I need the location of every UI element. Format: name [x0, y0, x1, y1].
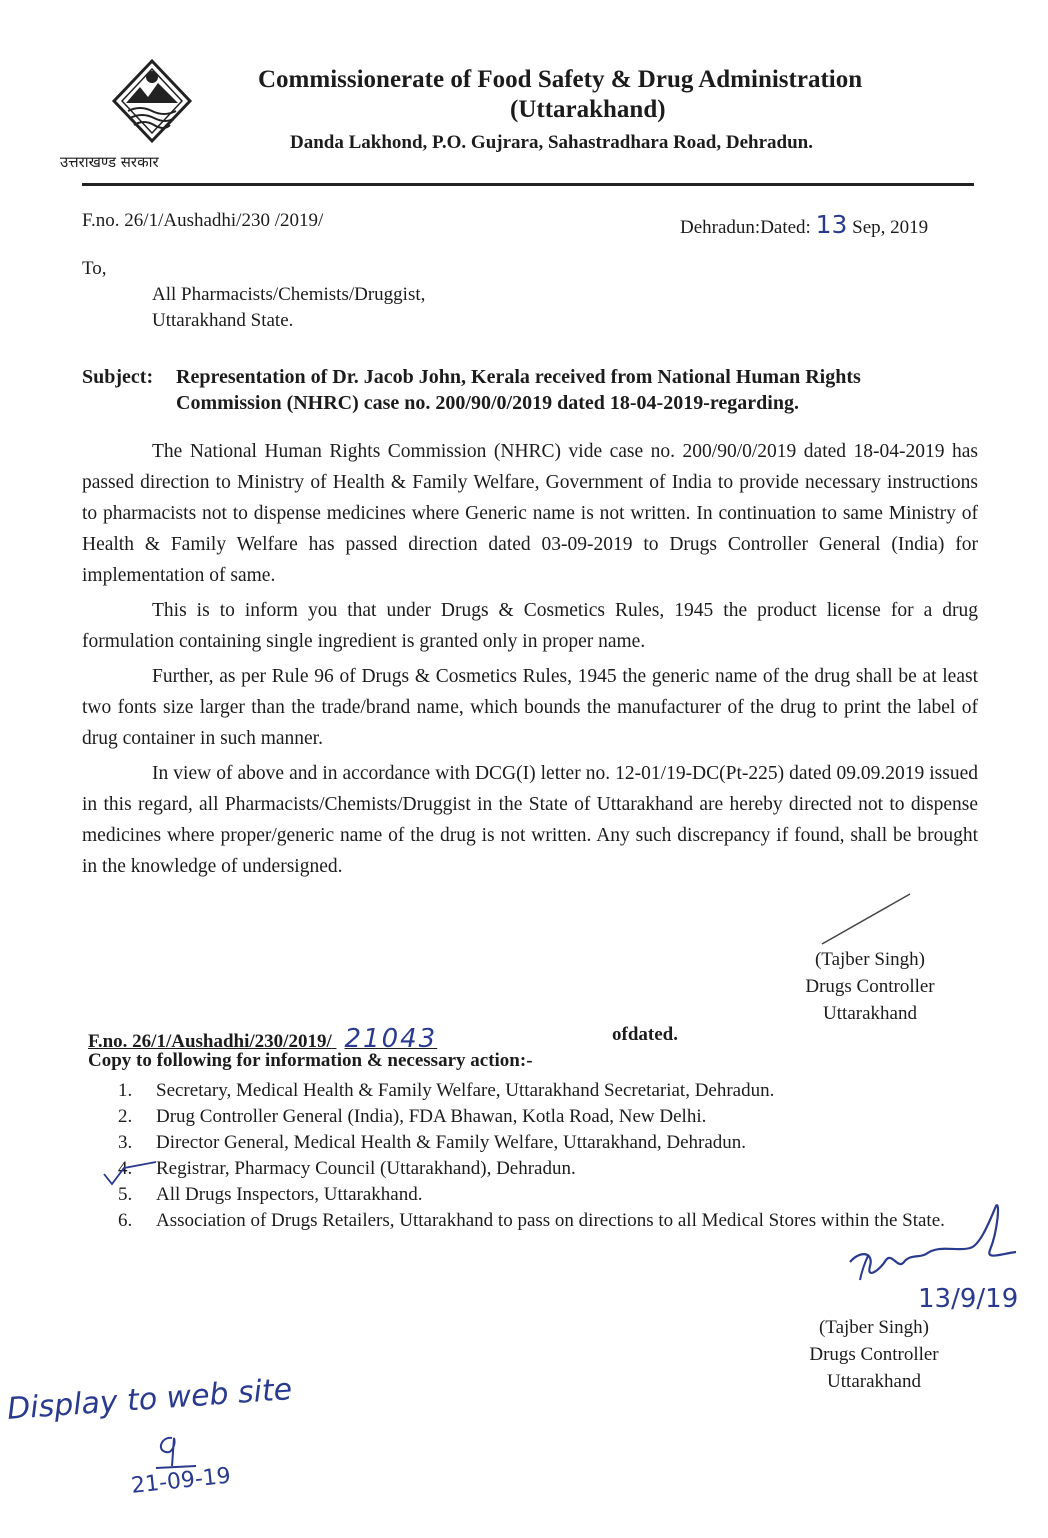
copy-heading: Copy to following for information & necessary action:-	[88, 1050, 533, 1071]
dated-label: Dehradun:Dated:	[680, 217, 811, 238]
list-item: 4. Registrar, Pharmacy Council (Uttarakhand), Dehradun.	[118, 1158, 576, 1179]
to-label: To,	[82, 258, 107, 279]
paragraph-3: Further, as per Rule 96 of Drugs & Cosmetics Rules, 1945 the generic name of the drug shall be at least two fonts size larger than the trade/brand name, which bounds the manufacturer of the drug to print the label of drug container in such manner.	[82, 666, 978, 749]
paragraph-2: This is to inform you that under Drugs & Cosmetics Rules, 1945 the product license for a drug formulation containing single ingredient is granted only in proper name.	[82, 600, 978, 652]
handwritten-note-date: 21-09-19	[130, 1463, 232, 1499]
handwritten-note: Display to web site	[6, 1372, 294, 1427]
list-item: 2. Drug Controller General (India), FDA Bhawan, Kotla Road, New Delhi.	[118, 1106, 707, 1127]
list-item: 1. Secretary, Medical Health & Family Welfare, Uttarakhand Secretariat, Dehradun.	[118, 1080, 775, 1101]
dated-day: 13	[815, 210, 848, 239]
list-item: 5. All Drugs Inspectors, Uttarakhand.	[118, 1184, 423, 1205]
uttarakhand-emblem-icon	[82, 55, 222, 155]
office-subtitle: (Uttarakhand)	[510, 96, 666, 123]
paragraph-4: In view of above and in accordance with DCG(I) letter no. 12-01/19-DC(Pt-225) dated 09.09.2019 issued in this regard, all Pharmacists/Chemists/Druggist in the State of Uttarakhand are hereby directed not to dispense medicines where proper/generic name of the drug is not written. Any such discrepancy if found, shall be brought in the knowledge of undersigned.	[82, 763, 978, 877]
subject-line1: Representation of Dr. Jacob John, Kerala received from National Human Rights	[176, 366, 861, 388]
signatory-state: Uttarakhand	[827, 1371, 921, 1392]
signature-block-2	[784, 1314, 964, 1395]
signatory-designation: Drugs Controller	[809, 1344, 939, 1365]
signatory-name: (Tajber Singh)	[814, 949, 925, 970]
signature-block-1	[780, 946, 960, 1027]
copy-ofdated: ofdated.	[612, 1024, 678, 1045]
file-number: F.no. 26/1/Aushadhi/230 /2019/	[82, 210, 324, 231]
signatory-designation: Drugs Controller	[805, 976, 935, 997]
emblem	[82, 55, 222, 155]
list-item: 3. Director General, Medical Health & Family Welfare, Uttarakhand, Dehradun.	[118, 1132, 747, 1153]
dated-line	[680, 210, 928, 239]
initials-icon	[142, 1432, 202, 1472]
emblem-caption: उत्तराखण्ड सरकार	[60, 153, 159, 171]
signatory-name: (Tajber Singh)	[818, 1317, 929, 1338]
header-divider	[82, 183, 974, 186]
letter-body	[82, 436, 978, 882]
list-item: 6. Association of Drugs Retailers, Uttarakhand to pass on directions to all Medical Stores within the State.	[118, 1210, 945, 1231]
office-title: Commissionerate of Food Safety & Drug Administration	[258, 66, 863, 93]
addressee-line1: All Pharmacists/Chemists/Druggist,	[152, 284, 426, 305]
subject-label: Subject:	[82, 366, 154, 388]
office-address: Danda Lakhond, P.O. Gujrara, Sahastradhara Road, Dehradun.	[290, 132, 813, 153]
addressee-line2: Uttarakhand State.	[152, 310, 294, 331]
dated-rest: Sep, 2019	[852, 217, 929, 238]
signature-stroke-icon	[818, 888, 918, 948]
subject-line2: Commission (NHRC) case no. 200/90/0/2019 dated 18-04-2019-regarding.	[176, 392, 799, 414]
paragraph-1: The National Human Rights Commission (NHRC) vide case no. 200/90/0/2019 dated 18-04-2019 has passed direction to Ministry of Health & Family Welfare, Government of India to provide necessary instructions to pharmacists not to dispense medicines where Generic name is not written. In continuation to same Ministry of Health & Family Welfare has passed direction dated 03-09-2019 to Drugs Controller General (India) for implementation of same.	[82, 441, 978, 586]
copy-handwritten-no: 21043	[344, 1024, 438, 1054]
signatory-state: Uttarakhand	[823, 1003, 917, 1024]
copy-file-no: F.no. 26/1/Aushadhi/230/2019/	[88, 1031, 332, 1052]
signature-date: 13/9/19	[918, 1284, 1019, 1314]
tick-mark-icon	[100, 1158, 160, 1188]
